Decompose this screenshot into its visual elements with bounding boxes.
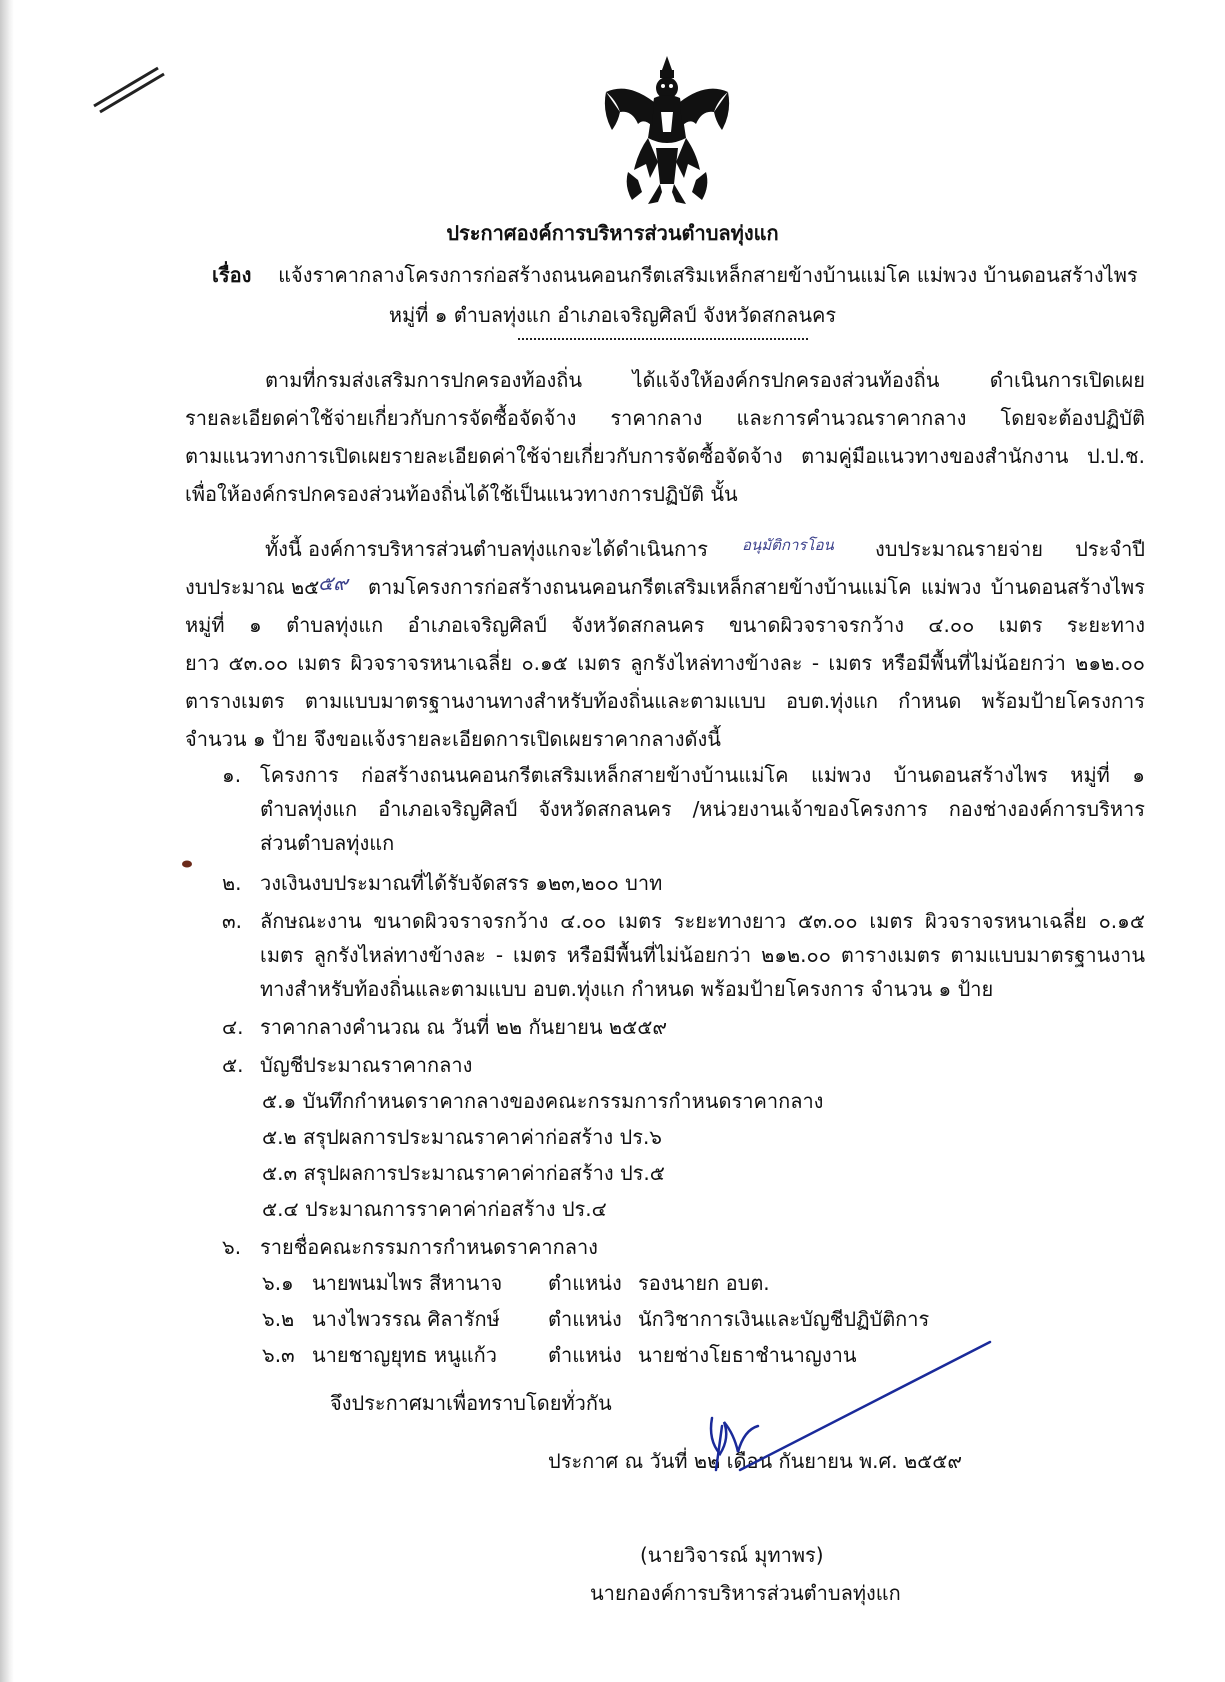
item-number: ๖. [222,1235,242,1259]
item-number: ๑. [222,763,242,787]
para1-line: ตามแนวทางการเปิดเผยรายละเอียดค่าใช้จ่ายเกี่ยวกับการจัดซื้อจัดจ้าง ตามคู่มือแนวทางของสำนักงาน ป.ป.ช. [185,444,1145,468]
subject-line-1: แจ้งราคากลางโครงการก่อสร้างถนนคอนกรีตเสริมเหล็กสายข้างบ้านแม่โค แม่พวง บ้านดอนสร้างไพร [278,263,1138,287]
signer-title: นายกองค์การบริหารส่วนตำบลทุ่งแก [590,1581,901,1605]
item-2-line: วงเงินงบประมาณที่ได้รับจัดสรร ๑๒๓,๒๐๐ บาท [260,871,663,895]
item-number: ๓. [222,909,243,933]
document-title: ประกาศองค์การบริหารส่วนตำบลทุ่งแก [446,221,779,245]
para2-line1-b: งบประมาณรายจ่าย ประจำปี [875,537,1145,561]
sub-item: ๕.๓ สรุปผลการประมาณราคาค่าก่อสร้าง ปร.๕ [262,1161,665,1185]
item-number: ๕. [222,1053,244,1077]
sub-item: ๕.๑ บันทึกกำหนดราคากลางของคณะกรรมการกำหนดราคากลาง [262,1089,824,1113]
para1-line: รายละเอียดค่าใช้จ่ายเกี่ยวกับการจัดซื้อจัดจ้าง ราคากลาง และการคำนวณราคากลาง โดยจะต้องปฏิบัติ [185,406,1145,430]
committee-pos-label: ตำแหน่ง [548,1307,622,1331]
item-6-line: รายชื่อคณะกรรมการกำหนดราคากลาง [260,1235,598,1259]
committee-position: นักวิชาการเงินและบัญชีปฏิบัติการ [638,1307,930,1331]
para2-line: ตารางเมตร ตามแบบมาตรฐานงานทางสำหรับท้องถิ่นและตามแบบ อบต.ทุ่งแก กำหนด พร้อมป้ายโครงการ [185,689,1145,713]
item-1-line: ส่วนตำบลทุ่งแก [260,831,395,855]
item-number: ๔. [222,1015,244,1039]
item-3-line: ทางสำหรับท้องถิ่นและตามแบบ อบต.ทุ่งแก กำหนด พร้อมป้ายโครงการ จำนวน ๑ ป้าย [260,977,994,1001]
committee-no: ๖.๒ [262,1307,295,1331]
signer-name: (นายวิจารณ์ มุทาพร) [640,1543,824,1567]
committee-name: นายชาญยุทธ หนูแก้ว [312,1343,498,1367]
committee-position: รองนายก อบต. [638,1271,770,1295]
committee-position: นายช่างโยธาชำนาญงาน [638,1343,857,1367]
separator-dots [518,338,808,340]
handwritten-note: อนุมัติการโอน [742,536,834,554]
para2-line: จำนวน ๑ ป้าย จึงขอแจ้งรายละเอียดการเปิดเผยราคากลางดังนี้ [185,727,721,751]
sub-item: ๕.๒ สรุปผลการประมาณราคาค่าก่อสร้าง ปร.๖ [262,1125,662,1149]
subject-label: เรื่อง [212,263,252,287]
para2-line: ยาว ๕๓.๐๐ เมตร ผิวจราจรหนาเฉลี่ย ๐.๑๕ เมตร ลูกรังไหล่ทางข้างละ - เมตร หรือมีพื้นที่ไม่น้อยกว่า ๒๑๒.๐๐ [185,651,1145,675]
item-1-line: ตำบลทุ่งแก อำเภอเจริญศิลป์ จังหวัดสกลนคร /หน่วยงานเจ้าของโครงการ กองช่างองค์การบริหาร [260,797,1145,821]
committee-pos-label: ตำแหน่ง [548,1343,622,1367]
handwritten-year: ๕๙ [318,571,348,595]
subject-row [212,260,1138,290]
item-5-line: บัญชีประมาณราคากลาง [260,1053,473,1077]
item-number: ๒. [222,871,242,895]
para2-line2-a: งบประมาณ ๒๕ [185,575,320,599]
subject-line-2: หมู่ที่ ๑ ตำบลทุ่งแก อำเภอเจริญศิลป์ จังหวัดสกลนคร [388,303,837,327]
signature-icon [700,1330,1000,1490]
committee-pos-label: ตำแหน่ง [548,1271,622,1295]
committee-no: ๖.๓ [262,1343,295,1367]
sub-item: ๕.๔ ประมาณการราคาค่าก่อสร้าง ปร.๔ [262,1197,607,1221]
ink-spot-icon [180,858,194,870]
scan-mark-icon [88,58,168,118]
para1-line: ตามที่กรมส่งเสริมการปกครองท้องถิ่น ได้แจ้งให้องค์กรปกครองส่วนท้องถิ่น ดำเนินการเปิดเผย [265,368,1145,392]
announce-line: จึงประกาศมาเพื่อทราบโดยทั่วกัน [330,1391,612,1415]
para2-line2-b: ตามโครงการก่อสร้างถนนคอนกรีตเสริมเหล็กสายข้างบ้านแม่โค แม่พวง บ้านดอนสร้างไพร [368,575,1145,599]
item-4-line: ราคากลางคำนวณ ณ วันที่ ๒๒ กันยายน ๒๕๕๙ [260,1015,668,1039]
date-line: ประกาศ ณ วันที่ ๒๒ เดือน กันยายน พ.ศ. ๒๕๕๙ [548,1449,963,1473]
garuda-emblem-icon [598,52,736,212]
item-3-line: ลักษณะงาน ขนาดผิวจราจรกว้าง ๔.๐๐ เมตร ระยะทางยาว ๕๓.๐๐ เมตร ผิวจราจรหนาเฉลี่ย ๐.๑๕ [260,909,1145,933]
item-3-line: เมตร ลูกรังไหล่ทางข้างละ - เมตร หรือมีพื้นที่ไม่น้อยกว่า ๒๑๒.๐๐ ตารางเมตร ตามแบบมาตรฐานงาน [260,943,1145,967]
para1-line: เพื่อให้องค์กรปกครองส่วนท้องถิ่นได้ใช้เป็นแนวทางการปฏิบัติ นั้น [185,482,738,506]
para2-line: หมู่ที่ ๑ ตำบลทุ่งแก อำเภอเจริญศิลป์ จังหวัดสกลนคร ขนาดผิวจราจรกว้าง ๔.๐๐ เมตร ระยะทาง [185,613,1145,637]
para2-line1-a: ทั้งนี้ องค์การบริหารส่วนตำบลทุ่งแกจะได้ดำเนินการ [265,537,709,561]
scan-edge-shadow [0,0,14,1682]
item-1-line: โครงการ ก่อสร้างถนนคอนกรีตเสริมเหล็กสายข้างบ้านแม่โค แม่พวง บ้านดอนสร้างไพร หมู่ที่ ๑ [260,763,1145,787]
committee-no: ๖.๑ [262,1271,294,1295]
committee-name: นายพนมไพร สีหานาจ [312,1271,503,1295]
committee-name: นางไพวรรณ ศิลารักษ์ [312,1307,500,1331]
